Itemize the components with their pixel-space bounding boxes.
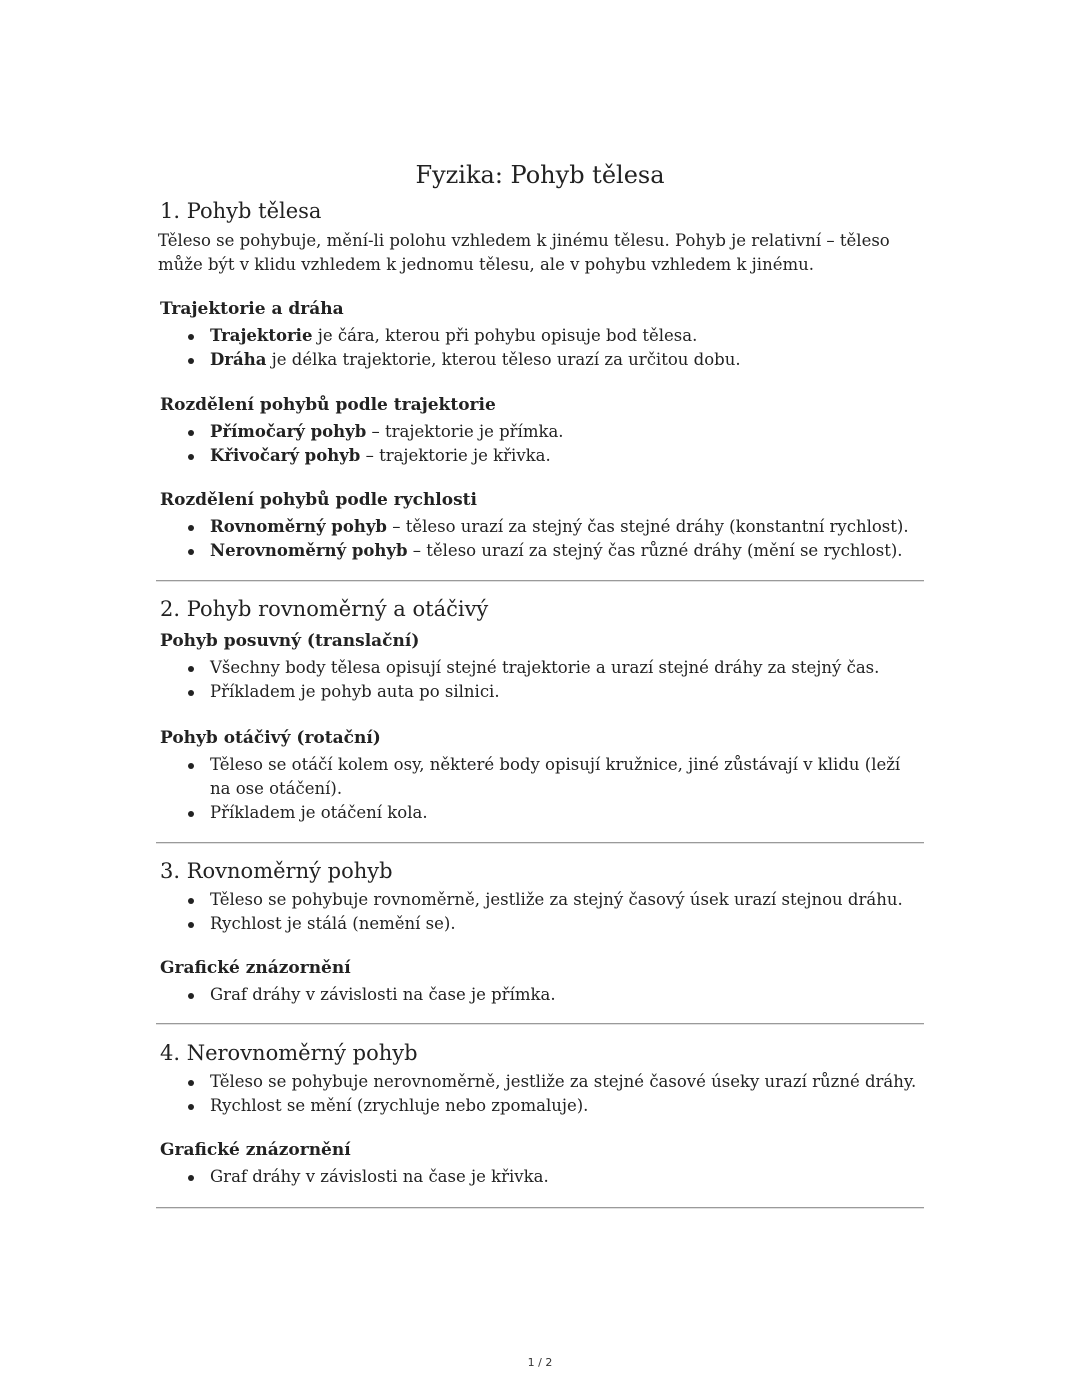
bullet-icon (188, 454, 194, 460)
term: Trajektorie (210, 326, 313, 345)
list-item (156, 656, 924, 680)
term: Rovnoměrný pohyb (210, 517, 387, 536)
bullet-icon (188, 993, 194, 999)
list-trajektorie (156, 324, 924, 372)
section-heading-1: 1. Pohyb tělesa (160, 199, 322, 223)
section-heading-3: 3. Rovnoměrný pohyb (160, 859, 393, 883)
list-nerovnomerny (156, 1070, 924, 1118)
bullet-icon (188, 666, 194, 672)
term: Křivočarý pohyb (210, 446, 361, 465)
list-item (156, 801, 924, 825)
list-item-text: Těleso se pohybuje nerovnoměrně, jestliže za stejné časové úseky urazí různé dráhy. (210, 1072, 917, 1091)
list-item (156, 348, 924, 372)
list-item (156, 539, 924, 563)
section-heading-2: 2. Pohyb rovnoměrný a otáčivý (160, 597, 489, 621)
bullet-icon (188, 1104, 194, 1110)
bullet-icon (188, 1080, 194, 1086)
section-divider (156, 1207, 924, 1209)
list-item-text: Příkladem je otáčení kola. (210, 803, 428, 822)
definition: – těleso urazí za stejný čas různé dráhy (mění se rychlost). (407, 541, 903, 560)
bullet-icon (188, 430, 194, 436)
list-graficke-4 (156, 1165, 924, 1189)
definition: – trajektorie je přímka. (366, 422, 564, 441)
bullet-icon (188, 525, 194, 531)
subheading-graficke-4: Grafické znázornění (160, 1140, 351, 1160)
list-item (156, 912, 924, 936)
list-item (156, 1094, 924, 1118)
definition: je délka trajektorie, kterou těleso urazí za určitou dobu. (266, 350, 741, 369)
term: Přímočarý pohyb (210, 422, 367, 441)
bullet-icon (188, 358, 194, 364)
term: Dráha (210, 350, 267, 369)
term: Nerovnoměrný pohyb (210, 541, 408, 560)
subheading-posuvny: Pohyb posuvný (translační) (160, 631, 420, 651)
list-item-text: Příkladem je pohyb auta po silnici. (210, 682, 500, 701)
bullet-icon (188, 898, 194, 904)
list-item (156, 888, 924, 912)
list-trajektorie-rozdeleni (156, 420, 924, 468)
list-otacivy (156, 753, 924, 825)
list-item (156, 444, 924, 468)
page-number: 1 / 2 (527, 1356, 553, 1369)
list-rychlost-rozdeleni (156, 515, 924, 563)
list-graficke-3 (156, 983, 924, 1007)
list-item (156, 515, 924, 539)
bullet-icon (188, 334, 194, 340)
list-posuvny (156, 656, 924, 704)
subheading-graficke-3: Grafické znázornění (160, 958, 351, 978)
section-heading-4: 4. Nerovnoměrný pohyb (160, 1041, 418, 1065)
subheading-otacivy: Pohyb otáčivý (rotační) (160, 728, 381, 748)
list-item (156, 753, 924, 801)
list-item (156, 680, 924, 704)
bullet-icon (188, 811, 194, 817)
bullet-icon (188, 1175, 194, 1181)
list-item (156, 1070, 924, 1094)
bullet-icon (188, 763, 194, 769)
list-item (156, 1165, 924, 1189)
list-item (156, 324, 924, 348)
list-item (156, 420, 924, 444)
list-item-text: Graf dráhy v závislosti na čase je přímka. (210, 985, 556, 1004)
bullet-icon (188, 690, 194, 696)
list-item-text: Všechny body tělesa opisují stejné trajektorie a urazí stejné dráhy za stejný čas. (210, 658, 880, 677)
section-divider (156, 1023, 924, 1025)
definition: – těleso urazí za stejný čas stejné dráhy (konstantní rychlost). (386, 517, 909, 536)
subheading-trajektorie: Trajektorie a dráha (160, 299, 344, 319)
list-item-text: Těleso se pohybuje rovnoměrně, jestliže za stejný časový úsek urazí stejnou dráhu. (210, 890, 903, 909)
subheading-trajektorie-rozdeleni: Rozdělení pohybů podle trajektorie (160, 395, 496, 415)
definition: – trajektorie je křivka. (360, 446, 551, 465)
list-item (156, 983, 924, 1007)
list-item-text: Těleso se otáčí kolem osy, některé body opisují kružnice, jiné zůstávají v klidu (leží na ose otáčení). (210, 755, 901, 798)
subheading-rychlost-rozdeleni: Rozdělení pohybů podle rychlosti (160, 490, 477, 510)
document-title: Fyzika: Pohyb tělesa (415, 161, 665, 189)
bullet-icon (188, 549, 194, 555)
list-item-text: Rychlost se mění (zrychluje nebo zpomaluje). (210, 1096, 589, 1115)
list-item-text: Rychlost je stálá (nemění se). (210, 914, 456, 933)
list-rovnomerny (156, 888, 924, 936)
bullet-icon (188, 922, 194, 928)
section-divider (156, 842, 924, 844)
section-divider (156, 580, 924, 582)
list-item-text: Graf dráhy v závislosti na čase je křivka. (210, 1167, 549, 1186)
section-1-intro: Těleso se pohybuje, mění-li polohu vzhledem k jinému tělesu. Pohyb je relativní – těleso může být v klidu vzhledem k jednomu tělesu, ale v pohybu vzhledem k jinému. (158, 231, 890, 274)
definition: je čára, kterou při pohybu opisuje bod tělesa. (312, 326, 698, 345)
